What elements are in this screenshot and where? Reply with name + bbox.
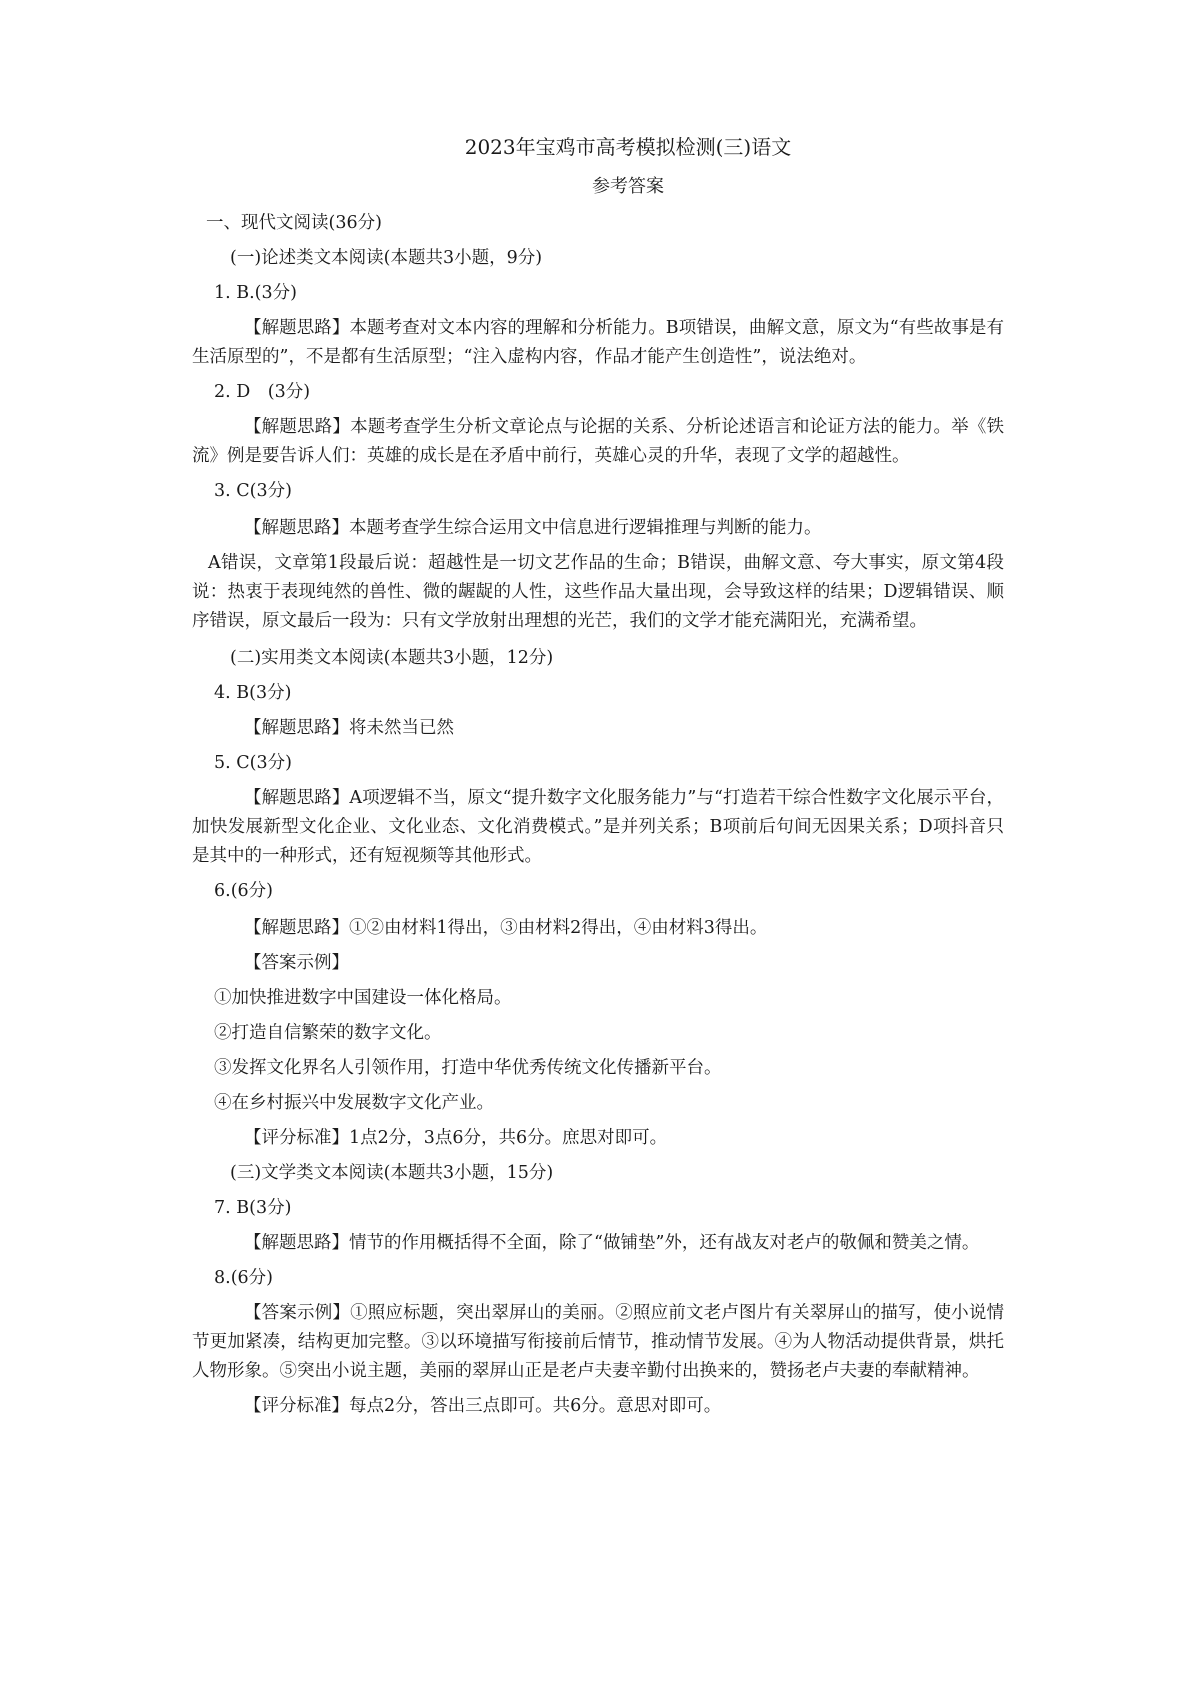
question-6-analysis: 【解题思路】①②由材料1得出，③由材料2得出，④由材料3得出。 — [244, 918, 768, 938]
question-5-analysis: 【解题思路】A项逻辑不当，原文“提升数字文化服务能力”与“打造若干综合性数字文化展示平台，加快发展新型文化企业、文化业态、文化消费模式。”是并列关系；B项前后句间无因果关系；D项抖音只是其中的一种形式，还有短视频等其他形式。 — [192, 788, 1004, 866]
question-4: 4. B(3分) — [214, 683, 292, 703]
part-heading-3: (三)文学类文本阅读(本题共3小题，15分) — [230, 1163, 554, 1183]
part-heading-2: (二)实用类文本阅读(本题共3小题，12分) — [230, 648, 554, 668]
question-3-detail: A错误，文章第1段最后说：超越性是一切文艺作品的生命；B错误，曲解文意、夸大事实，原文第4段说：热衷于表现纯然的兽性、微的龌龊的人性，这些作品大量出现，会导致这样的结果；D逻辑错误、顺序错误，原文最后一段为：只有文学放射出理想的光芒，我们的文学才能充满阳光，充满希望。 — [192, 553, 1004, 631]
section-heading-1: 一、现代文阅读(36分) — [206, 213, 382, 233]
page-title: 2023年宝鸡市高考模拟检测(三)语文 — [464, 135, 792, 159]
question-6-point-1: ①加快推进数字中国建设一体化格局。 — [214, 988, 512, 1008]
question-6-example-label: 【答案示例】 — [244, 953, 349, 973]
question-8-scoring: 【评分标准】每点2分，答出三点即可。共6分。意思对即可。 — [244, 1396, 722, 1416]
part-heading-1: (一)论述类文本阅读(本题共3小题，9分) — [230, 248, 543, 268]
question-5: 5. C(3分) — [214, 753, 292, 773]
question-6-point-4: ④在乡村振兴中发展数字文化产业。 — [214, 1093, 494, 1113]
page-subtitle: 参考答案 — [592, 176, 664, 197]
question-2-analysis: 【解题思路】本题考查学生分析文章论点与论据的关系、分析论述语言和论证方法的能力。举《铁流》例是要告诉人们：英雄的成长是在矛盾中前行，英雄心灵的升华，表现了文学的超越性。 — [192, 417, 1004, 466]
question-6: 6.(6分) — [214, 881, 273, 901]
question-1: 1. B.(3分) — [214, 283, 297, 303]
question-7: 7. B(3分) — [214, 1198, 292, 1218]
question-8-example: 【答案示例】①照应标题，突出翠屏山的美丽。②照应前文老卢图片有关翠屏山的描写，使小说情节更加紧凑，结构更加完整。③以环境描写衔接前后情节，推动情节发展。④为人物活动提供背景，烘托人物形象。⑤突出小说主题，美丽的翠屏山正是老卢夫妻辛勤付出换来的，赞扬老卢夫妻的奉献精神。 — [192, 1303, 1004, 1381]
question-6-point-2: ②打造自信繁荣的数字文化。 — [214, 1023, 442, 1043]
question-4-analysis: 【解题思路】将未然当已然 — [244, 718, 454, 738]
question-8: 8.(6分) — [214, 1268, 273, 1288]
question-7-analysis: 【解题思路】情节的作用概括得不全面，除了“做铺垫”外，还有战友对老卢的敬佩和赞美之情。 — [244, 1233, 980, 1253]
question-1-analysis: 【解题思路】本题考查对文本内容的理解和分析能力。B项错误，曲解文意，原文为“有些故事是有生活原型的”，不是都有生活原型；“注入虚构内容，作品才能产生创造性”，说法绝对。 — [192, 318, 1004, 367]
question-3-analysis: 【解题思路】本题考查学生综合运用文中信息进行逻辑推理与判断的能力。 — [244, 518, 822, 538]
question-2: 2. D (3分) — [214, 382, 311, 402]
answer-content — [192, 209, 1004, 1421]
question-6-scoring: 【评分标准】1点2分，3点6分，共6分。庶思对即可。 — [244, 1128, 668, 1148]
question-6-point-3: ③发挥文化界名人引领作用，打造中华优秀传统文化传播新平台。 — [214, 1058, 722, 1078]
question-3: 3. C(3分) — [214, 481, 292, 501]
